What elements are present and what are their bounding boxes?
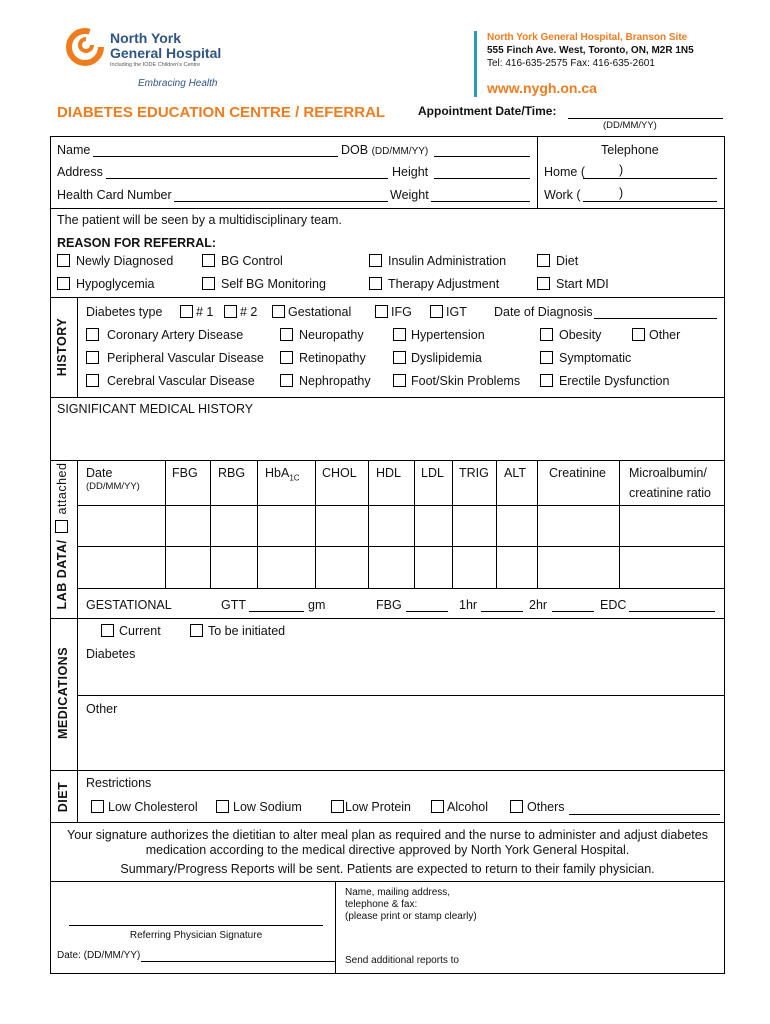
site-address: 555 Finch Ave. West, Toronto, ON, M2R 1N5 [487,45,694,56]
height-label: Height [392,165,429,179]
checkbox-box[interactable] [540,351,553,364]
gtt-field[interactable] [249,611,304,612]
lab-col-hdl: HDL [376,466,402,480]
send-reports-label: Send additional reports to [345,955,459,966]
contact-instructions-2: telephone & fax: [345,899,418,910]
checkbox-type-1[interactable]: # 1 [180,305,213,319]
meds-diabetes-field[interactable] [86,664,716,692]
checkbox-box[interactable] [101,624,114,637]
restrictions-label: Restrictions [86,776,152,790]
checkbox-hypoglycemia[interactable]: Hypoglycemia [57,277,155,291]
lab-col-ldl: LDL [421,466,444,480]
checkbox-bg-control[interactable]: BG Control [202,254,283,268]
consent-line-2: medication according to the medical directive approved by North York General Hospital. [145,843,630,857]
checkbox-box[interactable] [280,328,293,341]
checkbox-box[interactable] [272,305,285,318]
checkbox-foot-skin-problems[interactable]: Foot/Skin Problems [393,374,520,388]
header-divider [474,31,477,97]
significant-history-label: SIGNIFICANT MEDICAL HISTORY [57,402,254,416]
checkbox-obesity[interactable]: Obesity [540,328,601,342]
checkbox-box[interactable] [369,277,382,290]
checkbox-neuropathy[interactable]: Neuropathy [280,328,364,342]
address-label: Address [57,165,103,179]
checkbox-coronary-artery-disease[interactable]: Coronary Artery Disease [86,328,243,342]
signature-date-label: Date: (DD/MM/YY) [57,950,141,961]
checkbox-low-cholesterol[interactable]: Low Cholesterol [91,800,198,814]
lab-col-date: Date [86,466,113,480]
logo-line-2: General Hospital [110,45,222,61]
checkbox-ifg[interactable]: IFG [375,305,412,319]
checkbox-low-sodium[interactable]: Low Sodium [216,800,302,814]
checkbox-others-diet[interactable]: Others [510,800,565,814]
checkbox-cerebral-vascular-disease[interactable]: Cerebral Vascular Disease [86,374,255,388]
site-phone: Tel: 416-635-2575 Fax: 416-635-2601 [487,58,655,69]
checkbox-box[interactable] [540,374,553,387]
logo-tagline: Including the IODE Children's Centre [110,62,201,68]
others-diet-field[interactable] [569,814,720,815]
lab-attached-checkbox[interactable] [55,520,68,533]
consent-line-3: Summary/Progress Reports will be sent. Patients are expected to return to their family physician. [120,862,655,876]
checkbox-box[interactable] [540,328,553,341]
checkbox-box[interactable] [86,374,99,387]
checkbox-peripheral-vascular-disease[interactable]: Peripheral Vascular Disease [86,351,264,365]
checkbox-start-mdi[interactable]: Start MDI [537,277,609,291]
checkbox-box[interactable] [393,328,406,341]
lab-col-chol: CHOL [322,466,357,480]
checkbox-box[interactable] [224,305,237,318]
home-paren-close: ) [619,163,624,177]
checkbox-box[interactable] [375,305,388,318]
physician-signature-label: Referring Physician Signature [129,930,263,941]
edc-field[interactable] [629,611,715,612]
history-side-label: HISTORY [55,317,69,377]
checkbox-nephropathy[interactable]: Nephropathy [280,374,371,388]
dob-label: DOB (DD/MM/YY) [341,143,429,157]
multidisciplinary-note: The patient will be seen by a multidisciplinary team. [57,213,342,227]
lab-col-fbg: FBG [172,466,198,480]
checkbox-box[interactable] [280,374,293,387]
checkbox-box[interactable] [202,254,215,267]
dob-field[interactable] [434,156,530,157]
lab-col-microalbumin-line2: creatinine ratio [629,486,711,500]
gm-label: gm [308,598,326,612]
checkbox-box[interactable] [369,254,382,267]
checkbox-box[interactable] [537,277,550,290]
checkbox-diet[interactable]: Diet [537,254,578,268]
date-of-diagnosis-label: Date of Diagnosis [494,305,593,319]
contact-instructions-3: (please print or stamp clearly) [345,911,477,922]
meds-other-field[interactable] [86,718,716,766]
home-phone-label: Home ( [544,165,585,179]
contact-instructions-1: Name, mailing address, [345,887,451,898]
meds-diabetes-label: Diabetes [86,647,136,661]
health-card-field[interactable] [174,201,388,202]
work-phone-field[interactable] [583,201,717,202]
checkbox-box[interactable] [86,351,99,364]
name-field[interactable] [93,156,338,157]
lab-col-microalbumin: Microalbumin/ [629,466,707,480]
lab-col-rbg: RBG [218,466,246,480]
checkbox-therapy-adjustment[interactable]: Therapy Adjustment [369,277,499,291]
checkbox-dyslipidemia[interactable]: Dyslipidemia [393,351,482,365]
lab-col-hba1c: HbA$_{1C}$ [265,466,300,483]
consent-line-1: Your signature authorizes the dietitian to alter meal plan as required and the nurse to administer and adjust diabetes [67,828,708,842]
appointment-format: (DD/MM/YY) [603,120,657,131]
checkbox-box[interactable] [190,624,203,637]
logo-line-1: North York [110,30,182,46]
significant-history-field[interactable] [56,420,720,456]
physician-signature-field[interactable] [69,925,323,926]
edc-label: EDC [600,598,627,612]
checkbox-box[interactable] [537,254,550,267]
date-of-diagnosis-field[interactable] [594,318,717,319]
checkbox-box[interactable] [57,254,70,267]
checkbox-insulin-administration[interactable]: Insulin Administration [369,254,506,268]
checkbox-igt[interactable]: IGT [430,305,467,319]
diet-side-label: DIET [56,781,70,813]
home-phone-field[interactable] [583,178,717,179]
checkbox-box[interactable] [57,277,70,290]
appointment-label: Appointment Date/Time: [418,104,557,118]
gtt-label: GTT [221,598,246,612]
checkbox-hypertension[interactable]: Hypertension [393,328,485,342]
medications-side-label: MEDICATIONS [56,646,70,740]
appointment-field[interactable] [568,118,723,119]
checkbox-erectile-dysfunction[interactable]: Erectile Dysfunction [540,374,669,388]
checkbox-type-2[interactable]: # 2 [224,305,257,319]
gest-2hr-field[interactable] [552,611,594,612]
checkbox-box[interactable] [216,800,229,813]
height-field[interactable] [434,178,530,179]
work-phone-label: Work ( [544,188,581,202]
logo-slogan: Embracing Health [138,78,218,89]
checkbox-gestational[interactable]: Gestational [272,305,351,319]
lab-col-alt: ALT [504,466,526,480]
checkbox-other-history[interactable]: Other [632,328,680,342]
site-name: North York General Hospital, Branson Site [487,32,688,43]
checkbox-symptomatic[interactable]: Symptomatic [540,351,631,365]
checkbox-box[interactable] [180,305,193,318]
weight-field[interactable] [431,201,530,202]
checkbox-box[interactable] [393,351,406,364]
checkbox-box[interactable] [430,305,443,318]
logo-swirl-icon [66,28,104,66]
gest-1hr-label: 1hr [459,598,478,612]
meds-other-label: Other [86,702,118,716]
lab-col-date-format: (DD/MM/YY) [86,481,140,492]
weight-label: Weight [390,188,429,202]
checkbox-to-be-initiated[interactable]: To be initiated [190,624,285,638]
health-card-label: Health Card Number [57,188,172,202]
form-title: DIABETES EDUCATION CENTRE / REFERRAL [57,104,386,121]
checkbox-box[interactable] [91,800,104,813]
checkbox-box[interactable] [202,277,215,290]
hospital-logo [66,28,226,96]
checkbox-box[interactable] [331,800,344,813]
reason-heading: REASON FOR REFERRAL: [57,236,217,250]
gest-fbg-field[interactable] [406,611,448,612]
checkbox-alcohol[interactable]: Alcohol [431,800,488,814]
lab-data-side-label: LAB DATA/ attached [55,462,69,610]
checkbox-newly-diagnosed[interactable]: Newly Diagnosed [57,254,173,268]
checkbox-box[interactable] [632,328,645,341]
gestational-label: GESTATIONAL [86,598,172,612]
work-paren-close: ) [619,186,624,200]
signature-date-field[interactable] [141,961,335,962]
checkbox-box[interactable] [86,328,99,341]
address-field[interactable] [106,178,388,179]
telephone-label: Telephone [601,143,659,157]
lab-col-creatinine: Creatinine [549,466,606,480]
checkbox-box[interactable] [393,374,406,387]
website-link[interactable]: www.nygh.on.ca [487,80,597,96]
checkbox-low-protein[interactable]: Low Protein [331,800,411,814]
diabetes-type-label: Diabetes type [86,305,163,319]
checkbox-box[interactable] [431,800,444,813]
gest-1hr-field[interactable] [481,611,523,612]
checkbox-box[interactable] [280,351,293,364]
name-label: Name [57,143,91,157]
checkbox-box[interactable] [510,800,523,813]
checkbox-self-bg-monitoring[interactable]: Self BG Monitoring [202,277,326,291]
gest-fbg-label: FBG [376,598,402,612]
lab-col-trig: TRIG [459,466,489,480]
checkbox-current-meds[interactable]: Current [101,624,161,638]
gest-2hr-label: 2hr [529,598,548,612]
checkbox-retinopathy[interactable]: Retinopathy [280,351,366,365]
